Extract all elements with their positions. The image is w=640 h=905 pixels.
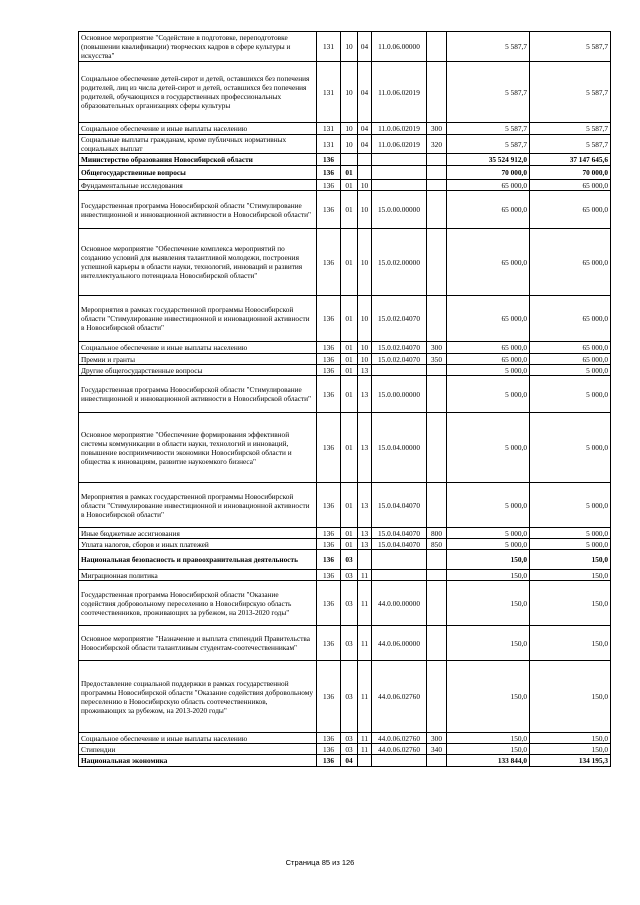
row-csr: 15.0.02.04070 — [372, 354, 427, 365]
row-vr — [427, 413, 447, 483]
row-rz: 01 — [341, 539, 358, 550]
table-row — [79, 733, 611, 744]
row-rz: 01 — [341, 483, 358, 528]
row-pr: 11 — [358, 626, 372, 661]
row-name: Стипендии — [79, 744, 317, 755]
row-vr: 300 — [427, 123, 447, 135]
row-sum-1: 65 000,0 — [447, 229, 530, 296]
row-sum-2: 5 000,0 — [530, 528, 611, 539]
row-sum-2: 65 000,0 — [530, 191, 611, 229]
row-pr: 11 — [358, 733, 372, 744]
row-sum-2: 65 000,0 — [530, 342, 611, 354]
row-pr — [358, 166, 372, 180]
row-name: Фундаментальные исследования — [79, 180, 317, 191]
row-sum-1: 65 000,0 — [447, 191, 530, 229]
row-name: Национальная экономика — [79, 755, 317, 767]
row-sum-2: 5 000,0 — [530, 413, 611, 483]
row-sum-1: 5 000,0 — [447, 376, 530, 413]
row-sum-1: 5 000,0 — [447, 413, 530, 483]
row-rz: 01 — [341, 296, 358, 342]
row-csr — [372, 550, 427, 570]
row-vr — [427, 365, 447, 376]
row-pr — [358, 550, 372, 570]
table-row — [79, 376, 611, 413]
row-rz: 03 — [341, 661, 358, 733]
row-ved: 136 — [317, 570, 341, 581]
row-csr: 15.0.04.00000 — [372, 413, 427, 483]
row-csr — [372, 154, 427, 166]
row-pr: 10 — [358, 296, 372, 342]
table-row — [79, 539, 611, 550]
row-name: Государственная программа Новосибирской области "Оказание содействия добровольному переселению в Новосибирскую область соотечественников, проживающих за рубежом, на 2013-2020 годы" — [79, 581, 317, 626]
table-row — [79, 528, 611, 539]
row-ved: 136 — [317, 229, 341, 296]
row-rz: 01 — [341, 413, 358, 483]
row-rz — [341, 154, 358, 166]
row-vr — [427, 661, 447, 733]
row-name: Миграционная политика — [79, 570, 317, 581]
row-sum-1: 5 000,0 — [447, 483, 530, 528]
row-sum-1: 65 000,0 — [447, 180, 530, 191]
row-name: Социальное обеспечение и иные выплаты населению — [79, 342, 317, 354]
row-sum-1: 5 000,0 — [447, 539, 530, 550]
table-row — [79, 570, 611, 581]
row-vr: 320 — [427, 135, 447, 154]
row-name: Предоставление социальной поддержки в рамках государственной программы Новосибирской области "Оказание содействия добровольному переселению в Новосибирскую область соотечественников, проживающих за рубежом, на 2013-2020 годы" — [79, 661, 317, 733]
table-row — [79, 191, 611, 229]
row-name: Премии и гранты — [79, 354, 317, 365]
row-csr: 15.0.04.04070 — [372, 528, 427, 539]
row-name: Мероприятия в рамках государственной программы Новосибирской области "Стимулирование инвестиционной и инновационной активности в Новосибирской области" — [79, 296, 317, 342]
row-sum-1: 5 000,0 — [447, 365, 530, 376]
row-rz: 10 — [341, 135, 358, 154]
table-row — [79, 32, 611, 62]
row-pr: 10 — [358, 342, 372, 354]
table-row — [79, 62, 611, 123]
row-csr: 44.0.00.00000 — [372, 581, 427, 626]
row-ved: 131 — [317, 135, 341, 154]
row-name: Социальное обеспечение детей-сирот и детей, оставшихся без попечения родителей, лиц из числа детей-сирот и детей, оставшихся без попечения родителей, обучающихся в государственных профессиональных образовательных организациях сферы культуры — [79, 62, 317, 123]
row-rz: 10 — [341, 32, 358, 62]
row-vr: 340 — [427, 744, 447, 755]
row-ved: 136 — [317, 296, 341, 342]
row-sum-2: 150,0 — [530, 570, 611, 581]
row-rz: 01 — [341, 191, 358, 229]
budget-table — [78, 31, 611, 767]
row-ved: 136 — [317, 376, 341, 413]
row-name: Социальное обеспечение и иные выплаты населению — [79, 123, 317, 135]
row-sum-1: 150,0 — [447, 626, 530, 661]
row-name: Другие общегосударственные вопросы — [79, 365, 317, 376]
row-name: Национальная безопасность и правоохранительная деятельность — [79, 550, 317, 570]
row-rz: 01 — [341, 376, 358, 413]
row-sum-2: 65 000,0 — [530, 296, 611, 342]
row-ved: 131 — [317, 62, 341, 123]
row-name: Общегосударственные вопросы — [79, 166, 317, 180]
row-rz: 01 — [341, 229, 358, 296]
row-csr — [372, 365, 427, 376]
row-pr: 10 — [358, 229, 372, 296]
row-csr: 44.0.06.02760 — [372, 661, 427, 733]
row-name: Министерство образования Новосибирской области — [79, 154, 317, 166]
row-csr: 44.0.06.00000 — [372, 626, 427, 661]
table-row — [79, 365, 611, 376]
row-vr: 800 — [427, 528, 447, 539]
row-sum-2: 5 000,0 — [530, 365, 611, 376]
table-row — [79, 755, 611, 767]
row-pr — [358, 755, 372, 767]
row-ved: 136 — [317, 483, 341, 528]
row-csr: 15.0.02.04070 — [372, 296, 427, 342]
row-sum-2: 5 587,7 — [530, 62, 611, 123]
row-pr: 13 — [358, 539, 372, 550]
row-sum-2: 65 000,0 — [530, 354, 611, 365]
row-name: Мероприятия в рамках государственной программы Новосибирской области "Стимулирование инвестиционной и инновационной активности в Новосибирской области" — [79, 483, 317, 528]
row-csr: 44.0.06.02760 — [372, 733, 427, 744]
row-sum-2: 5 000,0 — [530, 483, 611, 528]
row-name: Основное мероприятие "Обеспечение комплекса мероприятий по созданию условий для выявления талантливой молодежи, построения успешной карьеры в области науки, технологий, инноваций и развития интеллектуального потенциала Новосибирской области" — [79, 229, 317, 296]
row-name: Основное мероприятие "Содействие в подготовке, переподготовке (повышении квалификации) творческих кадров в сфере культуры и искусства" — [79, 32, 317, 62]
table-row — [79, 354, 611, 365]
row-vr — [427, 154, 447, 166]
row-sum-1: 65 000,0 — [447, 296, 530, 342]
row-sum-1: 150,0 — [447, 581, 530, 626]
row-sum-2: 150,0 — [530, 744, 611, 755]
row-vr — [427, 581, 447, 626]
row-rz: 03 — [341, 550, 358, 570]
row-pr: 11 — [358, 744, 372, 755]
row-rz: 10 — [341, 62, 358, 123]
row-name: Основное мероприятие "Назначение и выплата стипендий Правительства Новосибирской области талантливым студентам-соотечественникам" — [79, 626, 317, 661]
row-pr: 13 — [358, 376, 372, 413]
row-vr: 300 — [427, 342, 447, 354]
row-rz: 01 — [341, 365, 358, 376]
row-csr — [372, 180, 427, 191]
row-pr: 10 — [358, 354, 372, 365]
row-pr: 11 — [358, 581, 372, 626]
row-sum-1: 65 000,0 — [447, 354, 530, 365]
row-rz: 03 — [341, 626, 358, 661]
row-pr: 11 — [358, 661, 372, 733]
row-ved: 136 — [317, 581, 341, 626]
row-sum-1: 65 000,0 — [447, 342, 530, 354]
row-ved: 136 — [317, 626, 341, 661]
row-name: Основное мероприятие "Обеспечение формирования эффективной системы коммуникации в области науки, технологий и инноваций, повышение восприимчивости экономики Новосибирской области и общества к инновациям, развитие наукоемкого бизнеса" — [79, 413, 317, 483]
row-csr: 11.0.06.02019 — [372, 123, 427, 135]
row-sum-1: 150,0 — [447, 661, 530, 733]
row-sum-1: 150,0 — [447, 744, 530, 755]
row-name: Социальное обеспечение и иные выплаты населению — [79, 733, 317, 744]
table-row — [79, 744, 611, 755]
table-row — [79, 166, 611, 180]
row-ved: 136 — [317, 539, 341, 550]
row-pr — [358, 154, 372, 166]
row-sum-2: 5 587,7 — [530, 123, 611, 135]
row-vr — [427, 229, 447, 296]
row-name: Иные бюджетные ассигнования — [79, 528, 317, 539]
row-sum-2: 70 000,0 — [530, 166, 611, 180]
row-ved: 136 — [317, 413, 341, 483]
row-pr: 10 — [358, 180, 372, 191]
row-vr — [427, 191, 447, 229]
row-name: Уплата налогов, сборов и иных платежей — [79, 539, 317, 550]
row-pr: 10 — [358, 191, 372, 229]
row-sum-2: 150,0 — [530, 581, 611, 626]
row-ved: 136 — [317, 342, 341, 354]
row-ved: 136 — [317, 755, 341, 767]
row-pr: 04 — [358, 123, 372, 135]
table-row — [79, 135, 611, 154]
table-body — [79, 32, 611, 767]
row-sum-2: 5 587,7 — [530, 135, 611, 154]
row-sum-1: 150,0 — [447, 550, 530, 570]
row-pr: 13 — [358, 528, 372, 539]
row-ved: 136 — [317, 191, 341, 229]
row-vr: 350 — [427, 354, 447, 365]
row-ved: 136 — [317, 154, 341, 166]
table-row — [79, 342, 611, 354]
row-sum-1: 5 587,7 — [447, 62, 530, 123]
row-rz: 03 — [341, 733, 358, 744]
row-ved: 131 — [317, 123, 341, 135]
row-ved: 136 — [317, 166, 341, 180]
row-csr: 15.0.00.00000 — [372, 191, 427, 229]
row-csr: 15.0.02.00000 — [372, 229, 427, 296]
row-rz: 03 — [341, 570, 358, 581]
row-sum-1: 5 000,0 — [447, 528, 530, 539]
row-vr — [427, 483, 447, 528]
row-sum-1: 5 587,7 — [447, 135, 530, 154]
row-vr — [427, 166, 447, 180]
row-csr: 11.0.06.00000 — [372, 32, 427, 62]
row-name: Государственная программа Новосибирской области "Стимулирование инвестиционной и инновационной активности в Новосибирской области" — [79, 376, 317, 413]
row-rz: 10 — [341, 123, 358, 135]
row-sum-2: 150,0 — [530, 626, 611, 661]
table-row — [79, 154, 611, 166]
row-pr: 04 — [358, 62, 372, 123]
row-sum-2: 150,0 — [530, 733, 611, 744]
row-csr: 11.0.06.02019 — [372, 135, 427, 154]
table-row — [79, 626, 611, 661]
row-vr: 300 — [427, 733, 447, 744]
table-row — [79, 123, 611, 135]
row-csr: 44.0.06.02760 — [372, 744, 427, 755]
row-csr: 15.0.04.04070 — [372, 539, 427, 550]
row-sum-1: 150,0 — [447, 570, 530, 581]
row-sum-1: 150,0 — [447, 733, 530, 744]
row-csr: 15.0.04.04070 — [372, 483, 427, 528]
row-vr — [427, 626, 447, 661]
row-vr — [427, 296, 447, 342]
row-vr — [427, 755, 447, 767]
page-footer: Страница 85 из 126 — [285, 858, 355, 867]
row-pr: 13 — [358, 483, 372, 528]
row-rz: 01 — [341, 166, 358, 180]
row-pr: 13 — [358, 413, 372, 483]
row-sum-2: 150,0 — [530, 661, 611, 733]
row-sum-1: 133 844,0 — [447, 755, 530, 767]
row-ved: 136 — [317, 528, 341, 539]
row-csr — [372, 755, 427, 767]
row-pr: 04 — [358, 135, 372, 154]
row-sum-2: 37 147 645,6 — [530, 154, 611, 166]
row-csr: 11.0.06.02019 — [372, 62, 427, 123]
budget-table-page — [78, 31, 610, 767]
row-vr — [427, 570, 447, 581]
row-pr: 04 — [358, 32, 372, 62]
row-rz: 01 — [341, 528, 358, 539]
row-csr — [372, 166, 427, 180]
row-vr — [427, 376, 447, 413]
table-row — [79, 413, 611, 483]
row-ved: 136 — [317, 661, 341, 733]
table-row — [79, 229, 611, 296]
row-sum-2: 150,0 — [530, 550, 611, 570]
table-row — [79, 661, 611, 733]
row-ved: 131 — [317, 32, 341, 62]
row-ved: 136 — [317, 733, 341, 744]
row-ved: 136 — [317, 354, 341, 365]
row-ved: 136 — [317, 744, 341, 755]
row-sum-1: 5 587,7 — [447, 123, 530, 135]
row-pr: 11 — [358, 570, 372, 581]
row-rz: 04 — [341, 755, 358, 767]
row-ved: 136 — [317, 180, 341, 191]
row-sum-1: 5 587,7 — [447, 32, 530, 62]
row-sum-2: 134 195,3 — [530, 755, 611, 767]
row-rz: 03 — [341, 744, 358, 755]
row-csr: 15.0.00.00000 — [372, 376, 427, 413]
row-csr: 15.0.02.04070 — [372, 342, 427, 354]
row-sum-2: 65 000,0 — [530, 229, 611, 296]
table-row — [79, 296, 611, 342]
table-row — [79, 550, 611, 570]
row-rz: 03 — [341, 581, 358, 626]
row-rz: 01 — [341, 342, 358, 354]
row-sum-2: 5 587,7 — [530, 32, 611, 62]
row-vr — [427, 62, 447, 123]
row-sum-2: 5 000,0 — [530, 539, 611, 550]
row-pr: 13 — [358, 365, 372, 376]
row-sum-1: 35 524 912,0 — [447, 154, 530, 166]
row-vr — [427, 180, 447, 191]
row-sum-2: 5 000,0 — [530, 376, 611, 413]
row-rz: 01 — [341, 354, 358, 365]
table-row — [79, 581, 611, 626]
row-ved: 136 — [317, 550, 341, 570]
table-row — [79, 180, 611, 191]
table-row — [79, 483, 611, 528]
row-name: Государственная программа Новосибирской области "Стимулирование инвестиционной и инновационной активности в Новосибирской области" — [79, 191, 317, 229]
row-ved: 136 — [317, 365, 341, 376]
row-vr: 850 — [427, 539, 447, 550]
row-csr — [372, 570, 427, 581]
row-sum-2: 65 000,0 — [530, 180, 611, 191]
row-name: Социальные выплаты гражданам, кроме публичных нормативных социальных выплат — [79, 135, 317, 154]
row-rz: 01 — [341, 180, 358, 191]
row-vr — [427, 550, 447, 570]
row-vr — [427, 32, 447, 62]
row-sum-1: 70 000,0 — [447, 166, 530, 180]
